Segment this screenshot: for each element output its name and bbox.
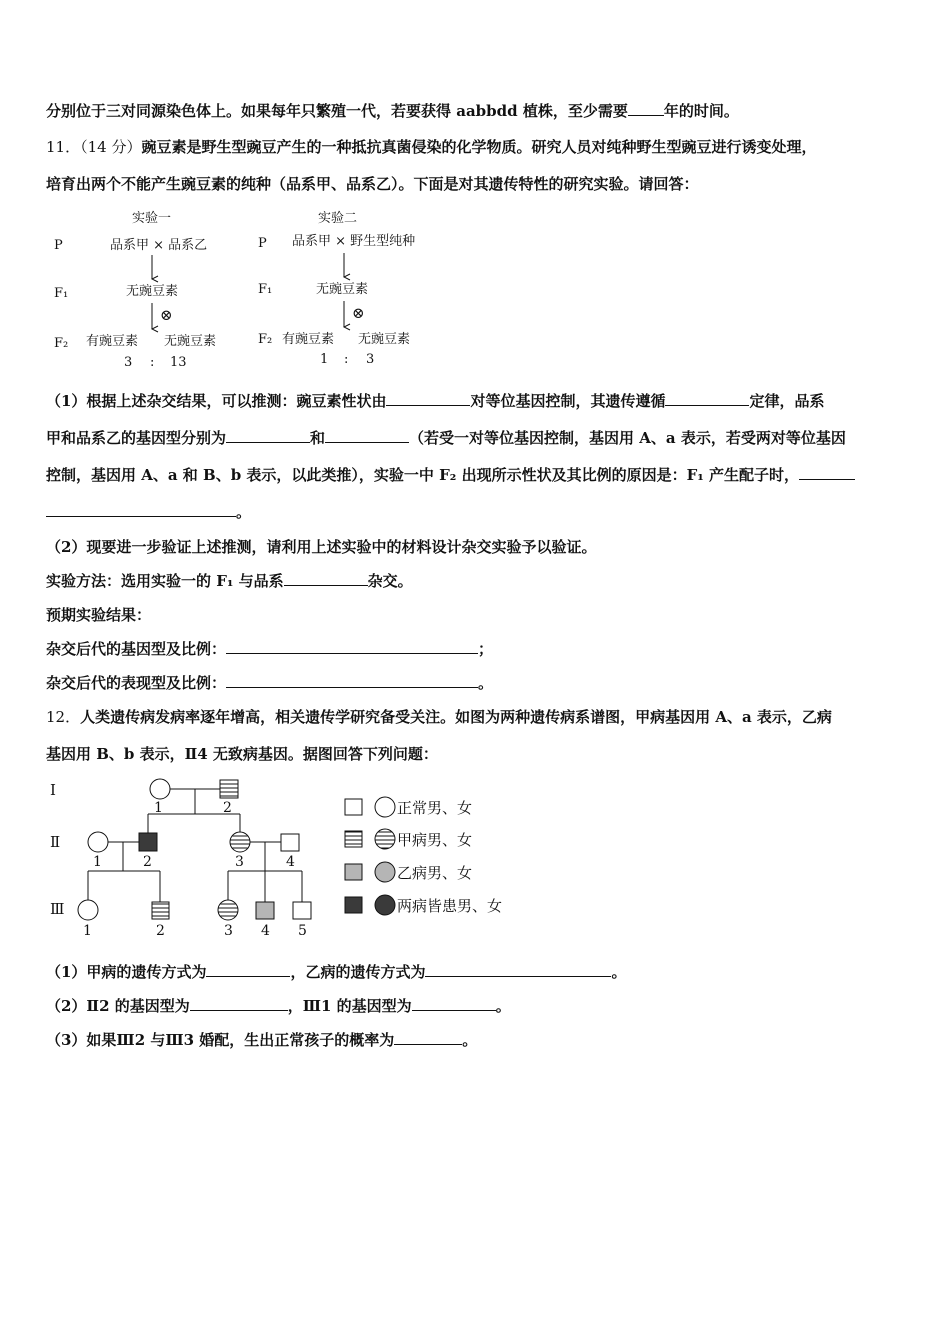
III-4-male-disease-b	[256, 902, 274, 919]
legend-normal-male	[345, 799, 362, 815]
III-2-label: 2	[156, 923, 165, 939]
III-5-male-normal	[293, 902, 311, 919]
q12-p2-text-a: （2）Ⅱ2 的基因型为	[46, 997, 190, 1015]
legend-disease-b-label: 乙病男、女	[397, 864, 473, 882]
II-2-male-both-diseases	[139, 833, 157, 851]
legend-both-male	[345, 897, 362, 913]
q11-part2-line-4	[46, 639, 906, 659]
q12-number: 12．	[46, 708, 81, 726]
legend-disease-b-female	[375, 862, 395, 882]
q11-part2-line-1	[46, 537, 906, 557]
exp1-f2-left: 有豌豆素	[86, 334, 139, 349]
q12-stem-line-1	[46, 707, 906, 727]
q12-p3-text-b: 。	[462, 1031, 478, 1049]
answer-blank[interactable]	[799, 465, 855, 480]
exp2-f1-result: 无豌豆素	[316, 282, 369, 297]
pedigree-chart	[40, 774, 520, 944]
answer-blank[interactable]	[425, 962, 611, 977]
exp1-cross: 品系甲 × 品系乙	[110, 238, 208, 253]
q12-part2-line	[46, 996, 906, 1016]
exp2-p-label: P	[258, 236, 267, 251]
q11-number: 11．	[46, 138, 81, 156]
answer-blank[interactable]	[226, 428, 310, 443]
answer-blank[interactable]	[190, 996, 288, 1011]
q11-p1-text-d: 甲和品系乙的基因型分别为	[46, 429, 227, 447]
answer-blank[interactable]	[46, 502, 236, 517]
answer-blank[interactable]	[284, 571, 368, 586]
q11-part1-line-3	[46, 465, 906, 485]
q11-p2-text-b: 实验方法：选用实验一的 F₁ 与品系	[46, 572, 284, 590]
exp1-f1-label: F₁	[54, 286, 69, 301]
legend-both-label: 两病皆患男、女	[397, 897, 503, 915]
q12-p1-text-a: （1）甲病的遗传方式为	[46, 963, 207, 981]
q11-stem-2: 培育出两个不能产生豌豆素的纯种（品系甲、品系乙）。下面是对其遗传特性的研究实验。请回答：	[46, 175, 699, 193]
q12-stem-line-2	[46, 744, 906, 764]
exp2-selfing-icon: ⊗	[352, 304, 365, 322]
q11-p1-text-f: （若受一对等位基因控制，基因用 A、a 表示，若受两对等位基因	[409, 429, 846, 447]
II-3-female-disease-a	[230, 832, 250, 852]
legend-normal-female	[375, 797, 395, 817]
exp2-f2-left: 有豌豆素	[282, 332, 335, 347]
answer-blank[interactable]	[325, 428, 409, 443]
exp2-f1-label: F₁	[258, 282, 273, 297]
exp2-ratio-right: 3	[366, 352, 375, 367]
III-2-male-disease-a	[152, 902, 169, 919]
q10-tail-end: 年的时间。	[663, 102, 739, 120]
III-5-label: 5	[298, 923, 307, 939]
q11-part2-line-3	[46, 605, 906, 625]
II-3-label: 3	[235, 854, 244, 870]
q12-stem-1: 人类遗传病发病率逐年增高，相关遗传学研究备受关注。如图为两种遗传病系谱图，甲病基因用 A、a 表示，乙病	[80, 708, 832, 726]
answer-blank[interactable]	[628, 101, 664, 116]
answer-blank[interactable]	[412, 996, 496, 1011]
q11-p1-text-c: 定律，品系	[749, 392, 825, 410]
legend-disease-b-male	[345, 864, 362, 880]
q11-part2-line-5	[46, 673, 906, 693]
q11-p1-text-e: 和	[310, 429, 326, 447]
q11-p2-text-d: 预期实验结果：	[46, 606, 152, 624]
q11-experiment-diagram	[46, 205, 436, 375]
I-2-male-disease-a	[220, 780, 238, 798]
q12-p1-text-b: ，乙病的遗传方式为	[290, 963, 426, 981]
II-1-female-normal	[88, 832, 108, 852]
pedigree-legend	[345, 797, 502, 915]
q11-p1-text-g: 控制，基因用 A、a 和 B、b 表示，以此类推），实验一中 F₂ 出现所示性状及其比例的原因是：F₁ 产生配子时，	[46, 466, 800, 484]
answer-blank[interactable]	[665, 391, 749, 406]
answer-blank[interactable]	[394, 1030, 462, 1045]
exp2-f2-label: F₂	[258, 332, 273, 347]
II-2-label: 2	[143, 854, 152, 870]
exp2-f2-right: 无豌豆素	[358, 332, 411, 347]
I-1-label: 1	[154, 800, 163, 816]
exp1-ratio-colon: :	[150, 355, 155, 370]
q11-p2-text-f-end: 。	[478, 674, 494, 692]
exp1-f2-right: 无豌豆素	[164, 334, 217, 349]
exp1-ratio-right: 13	[170, 355, 187, 370]
q11-p1-text-a: （1）根据上述杂交结果，可以推测：豌豆素性状由	[46, 392, 387, 410]
q12-stem-2: 基因用 B、b 表示，Ⅱ4 无致病基因。据图回答下列问题：	[46, 745, 438, 763]
generation-label-II: Ⅱ	[50, 833, 61, 851]
exp2-title: 实验二	[318, 211, 358, 226]
III-3-female-disease-a	[218, 900, 238, 920]
legend-disease-a-label: 甲病男、女	[397, 831, 473, 849]
answer-blank[interactable]	[386, 391, 470, 406]
q11-part1-line-4	[46, 502, 906, 522]
exp1-p-label: P	[54, 238, 63, 253]
legend-normal-label: 正常男、女	[397, 799, 473, 817]
q11-part1-line-2	[46, 428, 906, 448]
III-1-label: 1	[83, 923, 92, 939]
III-3-label: 3	[224, 923, 233, 939]
q10-tail-text: 分别位于三对同源染色体上。如果每年只繁殖一代，若要获得 aabbdd 植株，至少需要	[46, 102, 628, 120]
III-1-female-normal	[78, 900, 98, 920]
answer-blank[interactable]	[206, 962, 290, 977]
q11-p1-text-b: 对等位基因控制，其遗传遵循	[470, 392, 666, 410]
q10-tail-line	[46, 101, 906, 121]
III-4-label: 4	[261, 923, 270, 939]
q11-p2-text-c: 杂交。	[367, 572, 413, 590]
exp2-ratio-colon: :	[344, 352, 349, 367]
q12-p2-text-b: ，Ⅲ1 的基因型为	[287, 997, 412, 1015]
q11-p2-text-e: 杂交后代的基因型及比例：	[46, 640, 227, 658]
q11-stem-line-2	[46, 174, 906, 194]
II-4-male-normal	[281, 834, 299, 851]
exp1-selfing-icon: ⊗	[160, 306, 173, 324]
q11-p2-text-e-end: ；	[478, 640, 494, 658]
q12-part3-line	[46, 1030, 906, 1050]
legend-disease-a-female	[375, 829, 395, 849]
exp1-f1-result: 无豌豆素	[126, 284, 179, 299]
II-4-label: 4	[286, 854, 295, 870]
legend-both-female	[375, 895, 395, 915]
q11-p2-text-f: 杂交后代的表现型及比例：	[46, 674, 227, 692]
q11-p2-text-a: （2）现要进一步验证上述推测，请利用上述实验中的材料设计杂交实验予以验证。	[46, 538, 597, 556]
q11-part1-line-1	[46, 391, 906, 411]
exp1-title: 实验一	[132, 211, 172, 226]
q11-score: （14 分）	[80, 138, 142, 156]
q11-stem-line-1	[46, 137, 906, 157]
exp1-f2-label: F₂	[54, 336, 69, 351]
legend-disease-a-male	[345, 831, 362, 847]
exp2-ratio-left: 1	[320, 352, 329, 367]
q11-p1-text-h: 。	[236, 503, 252, 521]
I-2-label: 2	[223, 800, 232, 816]
q11-part2-line-2	[46, 571, 906, 591]
q12-p1-text-c: 。	[611, 963, 627, 981]
exp2-cross: 品系甲 × 野生型纯种	[292, 234, 416, 249]
q12-part1-line	[46, 962, 906, 982]
answer-blank[interactable]	[226, 673, 478, 688]
q12-p2-text-c: 。	[495, 997, 511, 1015]
II-1-label: 1	[93, 854, 102, 870]
generation-label-III: Ⅲ	[50, 900, 65, 918]
answer-blank[interactable]	[226, 639, 478, 654]
q11-stem-1: 豌豆素是野生型豌豆产生的一种抵抗真菌侵染的化学物质。研究人员对纯种野生型豌豆进行诱变处理，	[141, 138, 817, 156]
exp1-ratio-left: 3	[124, 355, 133, 370]
I-1-female-normal	[150, 779, 170, 799]
q12-p3-text-a: （3）如果Ⅲ2 与Ⅲ3 婚配，生出正常孩子的概率为	[46, 1031, 395, 1049]
generation-label-I: Ⅰ	[50, 781, 56, 799]
